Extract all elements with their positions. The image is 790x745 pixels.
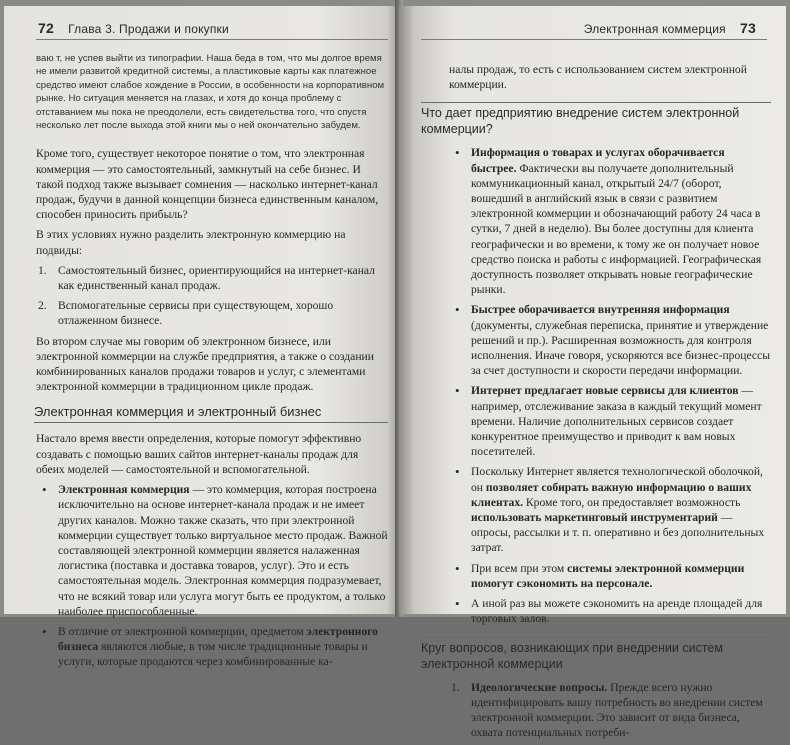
right-paragraph-top: налы продаж, то есть с использованием систем электронной коммерции.	[449, 63, 747, 92]
left-paragraph-3: Во втором случае мы говорим об электронном бизнесе, или электронной коммерции на службе предприятия, а также о создании комбинированных каналов продажи товаров и услуг, с элементами электронной коммерции в традиционном цикле продаж.	[36, 334, 374, 394]
list-item: • Электронная коммерция — это коммерция, которая построена исключительно на основе интернет-канала продаж и не имеет других каналов. Можно также сказать, что при электронной коммерции существует только виртуальное место продаж. Важной составляющей электронной коммерции является налаженная логистика (поставка и доставка товаров, услуг). Это и есть самостоятельная модель. Электронная коммерция подразумевает, что не всякий товар или услуга могут быть ее продуктом, а только наиболее приспособленные.	[36, 482, 388, 619]
right-page-number: 73	[740, 20, 756, 36]
left-page	[4, 6, 399, 669]
section-running-title: Электронная коммерция	[583, 22, 726, 36]
list-item: • В отличие от электронной коммерции, предметом электронного бизнеса являются любые, в том числе традиционные товары и услуги, которые продаются через комбинированные ка-	[36, 624, 388, 670]
list-item: • Информация о товарах и услугах оборачивается быстрее. Фактически вы получаете дополнительный коммуникационный канал, открытый 24/7 (оборот, вошедший в английский язык в связи с развитием электронной коммерции и обозначающий работу 24 часа в сутки, 7 дней в неделю). Вы более доступны для клиента географически и во времени, к тому же он получает новое средство поиска и работы с информацией. Географическая доступность позволяет открывать новые географические рынки.	[449, 145, 771, 297]
section-heading-ecommerce-ebusiness: Электронная коммерция и электронный бизнес	[34, 404, 388, 423]
section-heading-benefits: Что дает предприятию внедрение систем электронной коммерции?	[421, 102, 771, 137]
list-item: 2. Вспомогательные сервисы при существующем, хорошо отлаженном бизнесе.	[38, 299, 334, 328]
left-paragraph-1: Кроме того, существует некоторое понятие о том, что электронная коммерция — это самостоятельный, замкнутый на себе бизнес. И такой подход также вызывает сомнения — насколько интернет-канал продаж, будучи в данной концепции бизнеса единственным каналом, способен приносить прибыль?	[36, 147, 379, 222]
list-item: • Поскольку Интернет является технологической оболочкой, он позволяет собирать важную информацию о ваших клиентах. Кроме того, он предоставляет возможность использовать маркетинговый инструментарий — опросы, рассылки и т. п. оперативно и без дополнительных затрат.	[449, 464, 771, 555]
list-item: 1. Идеологические вопросы. Прежде всего нужно идентифицировать вашу потребность во внедрении систем электронной коммерции. Это зависит от вида бизнеса, охвата потенциальных потреби-	[451, 680, 763, 740]
section-heading-issues: Круг вопросов, возникающих при внедрении систем электронной коммерции	[421, 637, 771, 672]
list-item: • При всем при этом системы электронной коммерции помогут сэкономить на персонале.	[449, 561, 771, 591]
left-page-body	[36, 52, 388, 675]
right-header-rule	[421, 39, 767, 40]
left-running-header	[38, 20, 229, 36]
left-bullet-list	[36, 482, 388, 669]
right-page	[399, 6, 786, 740]
left-page-number: 72	[38, 20, 54, 36]
right-bullet-list	[449, 145, 771, 626]
list-item: • Интернет предлагает новые сервисы для клиентов — например, отслеживание заказа в каждый текущий момент времени. Наличие дополнительных сервисов создает конкурентное преимущество и приводит к вам новых посетителей.	[449, 383, 771, 459]
left-numbered-list	[36, 263, 388, 329]
chapter-title: Глава 3. Продажи и покупки	[68, 22, 229, 36]
left-small-paragraph: ваю т, не успев выйти из типографии. Наша беда в том, что мы долгое время не имели развитой кредитной системы, а пластиковые карты как платежное средство имеют слабое хождение в России, в особенности на корпоративном рынке. Но ситуация меняется на глазах, и хотя до конца проблему с отставанием мы пока не преодолели, есть свидетельства того, что спустя несколько лет после выхода этой книги мы о ней окончательно забудем.	[36, 53, 385, 132]
right-numbered-list	[449, 680, 771, 741]
list-item: • Быстрее оборачивается внутренняя информация (документы, служебная переписка, принятие и утверждение решений и пр.). Расширенная возможность для контроля исполнения. Иначе говоря, ускоряются все бизнес-процессы за счет доступности и скорости передачи информации.	[449, 302, 771, 378]
list-item: • А иной раз вы можете сэкономить на аренде площадей для торговых залов.	[449, 596, 771, 626]
left-paragraph-2: В этих условиях нужно разделить электронную коммерцию на подвиды:	[36, 228, 346, 257]
list-item: 1. Самостоятельный бизнес, ориентирующийся на интернет-канал как единственный канал продаж.	[38, 263, 375, 293]
right-running-header	[584, 20, 756, 36]
left-header-rule	[36, 39, 388, 40]
left-paragraph-4: Настало время ввести определения, которые помогут эффективно создавать с помощью ваших сайтов интернет-каналы продаж для обеих моделей — самостоятельной и вспомогательной.	[36, 432, 362, 476]
right-page-body	[421, 62, 771, 745]
